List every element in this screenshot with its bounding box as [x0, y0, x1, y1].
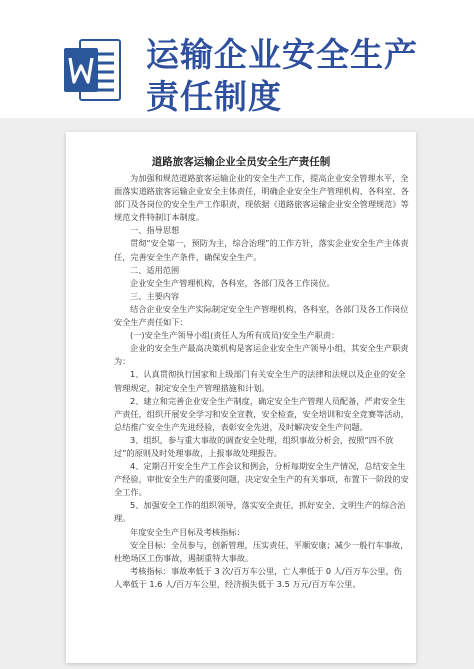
section-heading: 三、主要内容: [130, 290, 180, 301]
list-item: 2、建立和完善企业安全生产制度，确定安全生产管理人员配备，严肃安全生产责任，组织开展安全学习和安全宣教，安全检查，安全培训和安全竞赛等活动，总结推广安全生产先进经验，表彰安全先进，及时解决安全生产问题。: [114, 395, 409, 432]
document-preview-area: [0, 118, 474, 669]
paragraph: 企业的安全生产最高决策机构是客运企业安全生产领导小组，其安全生产职责为：: [114, 343, 409, 367]
title-line-1: 运输企业安全生产: [146, 35, 418, 74]
paragraph: 安全目标：全员参与，创新管理，压实责任，平顺安康；减少一般行车事故，杜绝场区工伤事故，遏制重特大事故。: [114, 539, 409, 563]
list-item: 4、定期召开安全生产工作会议和例会，分析每期安全生产情况，总结安全生产经验，审批安全生产的重要问题，决定安全生产的有关事项，布置下一阶段的安全工作。: [114, 461, 409, 498]
word-document-icon: [62, 38, 122, 102]
page-header: [0, 0, 474, 118]
page-title: [146, 34, 466, 118]
paragraph: 贯彻“安全第一，预防为主，综合治理”的工作方针，落实企业安全生产主体责任，完善安全生产条件，确保安全生产。: [114, 238, 409, 262]
document-body: [114, 172, 410, 591]
paragraph: 为加强和规范道路旅客运输企业的安全生产工作，提高企业安全管理水平，全面落实道路旅客运输企业安全主体责任，明确企业安全生产管理机构、各科室、各部门及各岗位的安全生产工作职责，现依据《道路旅客运输企业安全管理规范》等规范文件特制订本制度。: [114, 173, 409, 223]
document-page: [66, 132, 416, 663]
document-title: 道路旅客运输企业全员安全生产责任制: [151, 156, 331, 168]
list-item: 3、组织，参与重大事故的调查安全处理，组织事故分析会，按照“四不放过”的原则及时处理事故，上报事故处理报告。: [114, 434, 394, 458]
section-heading: 二、适用范围: [130, 264, 180, 275]
paragraph: (一)安全生产领导小组(责任人为所有成员)安全生产职责：: [130, 330, 340, 341]
paragraph: 考核指标：事故率低于 3 次/百万车公里，亡人率低于 0 人/百万车公里，伤人率低于 1.6 人/百万车公里，经济损失低于 3.5 万元/百万车公里。: [114, 565, 402, 589]
paragraph: 企业安全生产管理机构，各科室，各部门及各工作岗位。: [130, 277, 335, 288]
list-item: 1、认真贯彻执行国家和上级部门有关安全生产的法律和法规以及企业的安全管理规定，制定安全生产管理措施和计划。: [114, 369, 406, 393]
section-heading: 一、指导思想: [130, 225, 180, 236]
paragraph: 年度安全生产目标及考核指标：: [130, 526, 245, 537]
list-item: 5、加强安全工作的组织领导，落实安全责任，抓好安全、文明生产的综合治理。: [114, 500, 406, 524]
paragraph: 结合企业安全生产实际制定安全生产管理机构，各科室，各部门及各工作岗位安全生产责任如下：: [114, 303, 409, 328]
title-line-2: 责任制度: [146, 77, 282, 116]
